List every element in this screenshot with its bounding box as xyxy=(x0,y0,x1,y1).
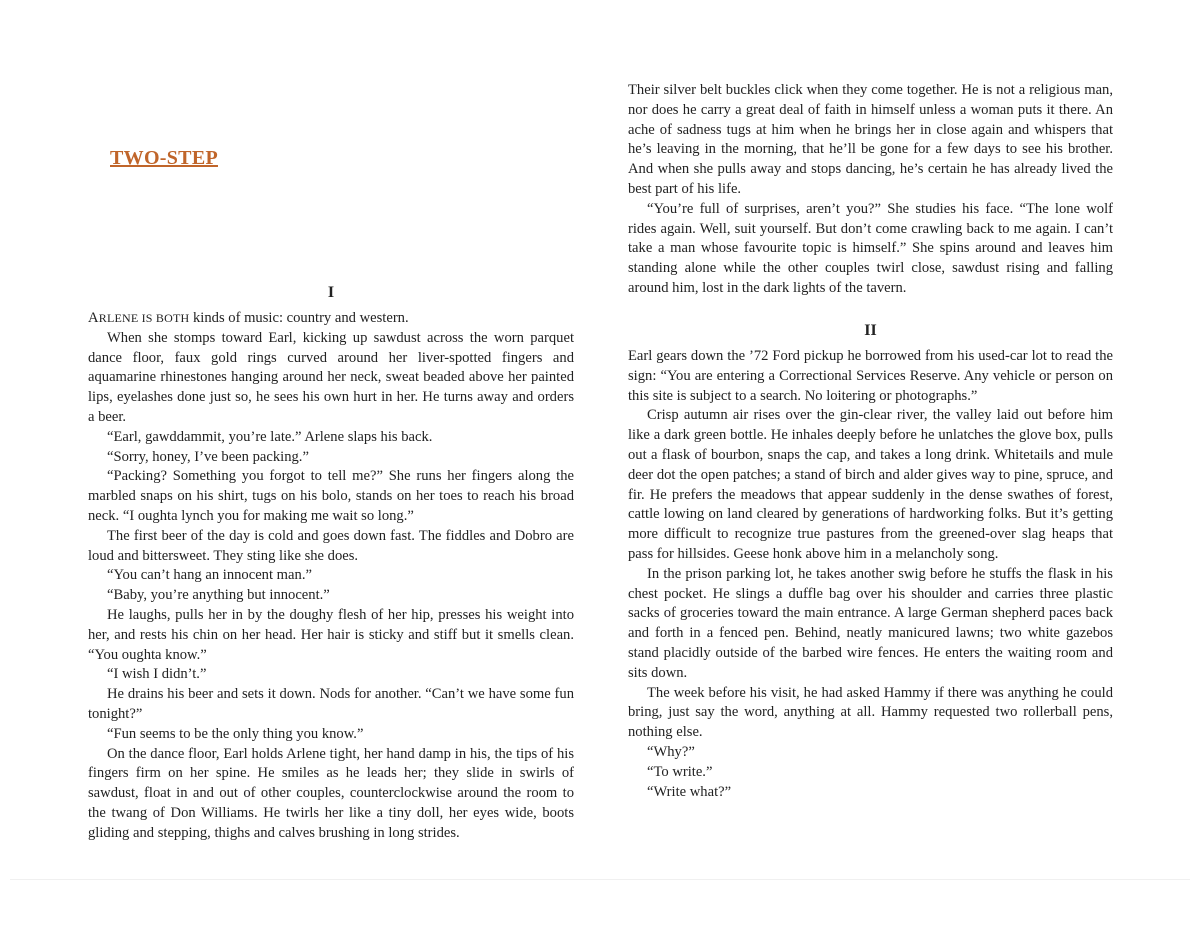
paragraph: On the dance floor, Earl holds Arlene tight, her hand damp in his, the tips of his fingers firm on her spine. He smiles as he leads her; they slide in swirls of sawdust, float in and out of other couples, counterclockwise around the room to the twang of Don Williams. He twirls her like a tiny doll, her eyes wide, boots gliding and stepping, thighs and calves brushing in long strides. xyxy=(88,745,574,841)
paragraph: “Write what?” xyxy=(647,783,732,800)
paragraph: “You’re full of surprises, aren’t you?” She studies his face. “The lone wolf rides again. Well, suit yourself. But don’t come crawling back to me again. I can’t take a man whose favourite topic is himself.” She spins around and leaves him standing alone while the other couples twirl close, sawdust rising and falling around him, lost in the dark lights of the tavern. xyxy=(628,200,1113,296)
paragraph: “Fun seems to be the only thing you know.” xyxy=(107,725,364,742)
left-page xyxy=(0,0,600,880)
paragraph: “Earl, gawddammit, you’re late.” Arlene slaps his back. xyxy=(107,428,433,445)
right-page-text-top xyxy=(628,81,1113,299)
continuation-paragraph: Their silver belt buckles click when they come together. He is not a religious man, nor does he carry a great deal of faith in himself unless a woman puts it there. An ache of sadness tugs at him when he brings her in close again and whispers that he’s leaving in the morning, that he’ll be gone for a few days to see his brother. And when she pulls away and stops dancing, he’s certain he has already lived the best part of his life. xyxy=(628,82,1113,197)
right-page xyxy=(600,0,1200,880)
paragraph: “I wish I didn’t.” xyxy=(107,666,207,683)
left-page-text xyxy=(88,309,574,844)
paragraph: “Baby, you’re anything but innocent.” xyxy=(107,587,330,604)
paragraph: “Why?” xyxy=(647,743,695,760)
paragraph: “To write.” xyxy=(647,763,713,780)
section-heading-1: I xyxy=(327,284,335,301)
paragraph: “You can’t hang an innocent man.” xyxy=(107,567,312,584)
paragraph: He drains his beer and sets it down. Nods for another. “Can’t we have some fun tonight?” xyxy=(88,686,574,722)
paragraph: The week before his visit, he had asked Hammy if there was anything he could bring, just say the word, anything at all. Hammy requested two rollerball pens, nothing else. xyxy=(628,684,1113,741)
paragraph: He laughs, pulls her in by the doughy flesh of her hip, presses his weight into her, and rests his chin on her head. Her hair is sticky and stiff but it smells clean. “You oughta know.” xyxy=(88,606,574,663)
paragraph: “Sorry, honey, I’ve been packing.” xyxy=(107,448,309,465)
right-page-text-bottom xyxy=(628,347,1113,802)
paragraph: In the prison parking lot, he takes another swig before he stuffs the flask in his chest pocket. He slings a duffle bag over his shoulder and carries three plastic sacks of groceries toward the main entrance. A large German shepherd paces back and forth in a fenced pen. Behind, neatly manicured lawns; two white gazebos stand placidly outside of the barbed wire fences. He enters the waiting room and sits down. xyxy=(628,565,1113,681)
paragraph: “Packing? Something you forgot to tell me?” She runs her fingers along the marbled snaps on his shirt, tugs on his bolo, stands on her toes to reach his broad neck. “I oughta lynch you for making me wait so long.” xyxy=(88,468,574,524)
section-opening-paragraph: Earl gears down the ’72 Ford pickup he borrowed from his used-car lot to read the sign: “You are entering a Correctional Services Reserve. Any vehicle or person on this site is subject to a search. No loitering or photographs.” xyxy=(628,348,1113,404)
opening-small-caps: ARLENE IS BOTH xyxy=(88,310,190,326)
page-bottom-divider xyxy=(10,879,1190,880)
opening-paragraph: ARLENE IS BOTH kinds of music: country and western. xyxy=(88,310,409,326)
paragraph: When she stomps toward Earl, kicking up sawdust across the worn parquet dance floor, faux gold rings curved around her liver-spotted fingers and aquamarine rhinestones hanging around her neck, sweat beaded above her painted lips, eyelashes done just so, he sees his own hurt in her. He turns away and orders a beer. xyxy=(88,329,574,425)
paragraph: Crisp autumn air rises over the gin-clear river, the valley laid out before him like a dark green bottle. He inhales deeply before he unlatches the glove box, pulls out a flask of bourbon, snaps the cap, and takes a long drink. Whitetails and mule deer dot the open patches; a stand of birch and alder gives way to pine, spruce, and fir. He prefers the meadows that appear suddenly in the dense swathes of forest, cattle lowing on land cleared by generations of hardworking folks. But it’s getting more difficult to recognize true pastures from the greened-over slag heaps that pass for hillsides. Geese honk above him in a melancholy song. xyxy=(628,407,1113,562)
story-title: TWO-STEP xyxy=(110,147,218,169)
section-heading-2: II xyxy=(864,322,877,339)
paragraph: The first beer of the day is cold and goes down fast. The fiddles and Dobro are loud and bittersweet. They sting like she does. xyxy=(88,527,574,564)
